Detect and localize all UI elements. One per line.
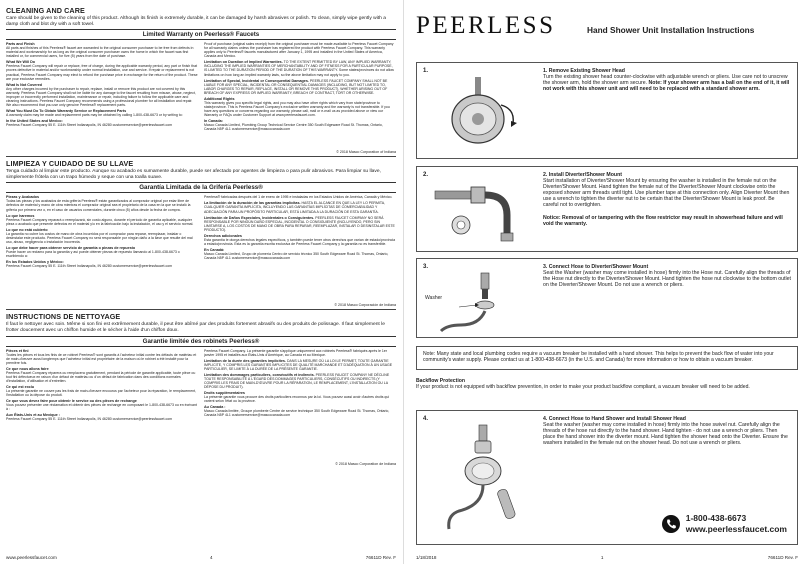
warranty-text: Todas las piezas y los acabados de esta grifería Peerless® están garantizados al comprador original por estar libre de defectos de material y mano de obra mientras el comprador original sea el propietario de la casa en la que se instaló la grifería por primera vez o, en el caso de usuarios comerciales, durante cinco (5) años desde la fecha de compra. bbox=[6, 199, 191, 212]
right-footer bbox=[416, 555, 798, 560]
warranty-text: Peerless Faucet Company will repair or replace, free of charge, during the applicable warranty period, any part or finish that proves defective in material and/or workmanship under normal installation, use and service. If repair or replacement is not practical, Peerless Faucet Company may elect to refund the purchase price in exchange for the return of the product. These are your exclusive remedies. bbox=[6, 64, 198, 81]
warranty-text: This warranty gives you specific legal rights, and you may also have other rights which vary from state/province to state/province. This is Peerless Faucet Company's exclusive written warranty and the warranty is not transferable. If you have any questions or concerns regarding our warranty, please call, mail or e-mail us as provided above or view our Warranty or FAQs under Customer Support at www.peerlessfaucet.com. bbox=[204, 100, 390, 117]
step-number: 2. bbox=[423, 172, 429, 178]
warranty-col-1 bbox=[6, 195, 198, 302]
warranty-text: Toutes les pièces et tous les finis de ce robinet Peerless® sont garantis à l'acheteur initial contre les défauts de matériau et de main-d'œuvre aussi longtemps que l'acheteur initial est propriétaire de la maison où le robinet a été installé pour la première fois. bbox=[6, 352, 197, 365]
backflow-body: If your product is not equipped with backflow prevention, in order to make your product backflow compliant, a vacuum breaker will need to be added. bbox=[416, 384, 750, 390]
washer-label: Washer bbox=[425, 295, 443, 301]
warranty-text: Peerless Faucet Company 55 E. 111th Street Indianapolis, IN 46280 customerservice@peerlessfaucet.com bbox=[6, 417, 173, 422]
step-number: 4. bbox=[423, 416, 429, 422]
warranty-text: La garantía no cubre los costos de mano de obra incurridos por el comprador para reparar, reemplazar, instalar o desinstalar este producto. Peerless Faucet Company no será responsable por ningún daño a la llave que resulte del mal uso, abuso, negligencia o instalación incorrecta. bbox=[6, 231, 193, 244]
warranty-heading: Limitation de la durée des garanties implicites. bbox=[204, 358, 286, 363]
warranty-text: Masco Canada Limited, Grupo de plomería Centro de servicio técnico 350 South Edgeware Road St. Thomas, Ontario, Canada N5P 4L1 customerservice@mascocanada.com bbox=[204, 251, 389, 260]
diverter-mount-illustration bbox=[431, 179, 531, 249]
hand-shower-illustration bbox=[431, 423, 535, 535]
step-heading: 4. Connect Hose to Hand Shower and Install Shower Head bbox=[543, 416, 686, 422]
step-note: Notice: Removal of or tampering with the flow restrictor may result in showerhead failure and will void the warranty. bbox=[543, 214, 783, 227]
step-heading: 3. Connect Hose to Diverter/Shower Mount bbox=[543, 264, 649, 270]
warranty-text: Masco Canada limitée, Groupe plomberie Centre de service technique 350 South Edgeware Road St. Thomas, Ontario, Canada N5P 4L1 customerservice@mascocanada.com bbox=[204, 409, 390, 418]
step-1-box bbox=[416, 62, 798, 159]
warranty-heading: Piezas y Acabados bbox=[6, 195, 40, 200]
warranty-heading: Limitation des dommages particuliers, consécutifs et indirects. bbox=[204, 372, 315, 377]
step-body: Seat the washer (washer may come installed in hose) firmly into the hose swivel nut. Carefully align the threads of the hose nut directly to the hand shower. Hand tighten - do not use a wrench or pliers. Then place the hand shower into the diverter mount. Hand tighten the shower head onto the Diverter. Ensure the washers installed in the female nut on the shower head. Do not use a wrench or pliers. bbox=[543, 422, 788, 447]
contact-block bbox=[662, 513, 787, 534]
copyright: © 2018 Masco Corporación de Indiana bbox=[334, 303, 396, 308]
footer-page-number: 1 bbox=[600, 555, 604, 560]
step-text bbox=[543, 416, 791, 446]
footer-code: 76611D Rev. F bbox=[365, 555, 396, 560]
step-body: Start installation of Diverter/Shower Mount by ensuring the washer is installed in the female nut on the Diverter/Shower Mount. Hand tighten the female nut of the Diverter/Shower Mount clockwise onto the exposed shower arm threads until tight. Use plumber tape at this connection only. Align Diverter Mount then use a wrench to tighten the diverter nut to be certain that the Diverter/Shower Mount is leak proof. Be careful not to overtighten. bbox=[543, 178, 790, 209]
footer-site-link[interactable]: www.peerlessfaucet.com bbox=[6, 555, 57, 560]
warranty-text: Any other charges incurred by the purchaser to repair, replace, install or remove this product are not covered by this warranty. Peerless Faucet Company shall not be liable for any damage to the faucet resulting from misuse, abuse, neglect, improper or incorrectly performed installation, maintenance or repair, including failure to follow the applicable care and cleaning instructions. Peerless Faucet Company recommends using a professional plumber for all installation and repair. We also recommend that you use only genuine Peerless® replacement parts. bbox=[6, 86, 196, 107]
step-note: Note: If your shower arm has a ball on the end of it, it will not work with this shower unit and will need to be replaced with a standard shower arm. bbox=[543, 80, 790, 93]
section-title: LIMPIEZA Y CUIDADO DE SU LLAVE bbox=[6, 159, 134, 169]
step-text bbox=[543, 264, 791, 288]
warranty-heading: Lo que no está cubierto bbox=[6, 227, 48, 232]
step-number: 1. bbox=[423, 68, 429, 74]
warranty-col-2 bbox=[204, 349, 396, 461]
left-page bbox=[0, 0, 402, 564]
step-heading: 1. Remove Existing Shower Head bbox=[543, 68, 625, 74]
warranty-col-2 bbox=[204, 42, 396, 149]
warranty-heading: Limitación de Daños Especiales, Incidentales o Consiguientes. bbox=[204, 215, 315, 220]
step-text bbox=[543, 172, 791, 227]
warranty-text: Puede hacer un reclamo para la garantía y así puede obtener piezas de repuesto llamando al 1-800-438-6673 o escribiendo a: bbox=[6, 249, 180, 258]
warranty-heading: Parts and Finish bbox=[6, 42, 35, 47]
warranty-text: Proof of purchase (original sales receipt) from the original purchaser must be made available to Peerless Faucet Company for all warranty claims unless the purchaser has registered the product with Peerless Faucet Company. This warranty applies only to Peerless® faucets manufactured after January 1, 1995 and installed in the United States of America, Canada and Mexico. bbox=[204, 42, 394, 59]
warranty-heading: La limitación de la duración de las garantías implícitas. bbox=[204, 201, 301, 206]
step-number: 3. bbox=[423, 264, 429, 270]
step-heading: 2. Install Diverter/Shower Mount bbox=[543, 172, 622, 178]
warranty-text: TO THE EXTENT PERMITTED BY LAW, ANY IMPLIED WARRANTY, INCLUDING THE IMPLIED WARRANTIES OF MERCHANTABILITY AND OF FITNESS FOR A PARTICULAR PURPOSE, IS LIMITED TO THE DURATION PERIOD OF THE DURATION OF THIS WARRANTY. Some states/provinces do not allow limitations on how long an implied warranty lasts, so the above limitation may not apply to you. bbox=[204, 60, 394, 77]
warranty-title: Limited Warranty on Peerless® Faucets bbox=[6, 29, 396, 40]
section-intro: Care should be given to the cleaning of this product. Although its finish is extremely durable, it can be damaged by harsh abrasives or polish. To clean, simply wipe gently with a damp cloth and blot dry with a soft towel. bbox=[6, 16, 386, 27]
warranty-heading: Lo que debe hacer para obtener servicio de garantía o piezas de repuesto bbox=[6, 245, 136, 250]
warranty-heading: Pièces et fini bbox=[6, 348, 29, 353]
footer-code: 76611D Rev. F bbox=[767, 555, 798, 560]
warranty-heading: Ce que vous devez faire pour obtenir le service ou des pièces de rechange bbox=[6, 399, 137, 404]
warranty-col-2 bbox=[204, 195, 396, 302]
warranty-text: Esta garantía le otorga derechos legales específicos, y también puede tener otros derechos que varían de estado/provincia a estado/provincia. Esta es la garantía escrita exclusiva de Peerless Faucet Company y la garantía no es transferible. bbox=[204, 237, 396, 246]
vacuum-breaker-note: Note: Many state and local plumbing codes require a vacuum breaker be installed with a hand shower. This helps to prevent the back flow of water into your community's water supply. Please contact us at 1-800-438-6673 (in the U.S. and Canada) for more information or how to obtain a vacuum breaker. bbox=[416, 346, 798, 370]
warranty-heading: What We Will Do bbox=[6, 60, 35, 65]
warranty-heading: Derechos adicionales bbox=[204, 233, 242, 238]
warranty-text: Peerless Faucet Company reparará o reemplazará, sin costo alguno, durante el período de garantía aplicable, cualquier pieza o acabado que presente defectos en el material y/o en la fabricación bajo la instalación, el uso y el servicio normal. bbox=[6, 217, 194, 226]
warranty-heading: Limitation of Special, Incidental or Consequential Damages. bbox=[204, 78, 309, 83]
step-text bbox=[543, 68, 791, 92]
warranty-heading: Au Canada : bbox=[204, 405, 226, 410]
step-2-box bbox=[416, 166, 798, 252]
peerless-logo: PEERLESS bbox=[416, 12, 556, 39]
warranty-heading: Ce que nous allons faire bbox=[6, 366, 49, 371]
section-title: INSTRUCTIONS DE NETTOYAGE bbox=[6, 312, 121, 322]
warranty-heading: Limitation on Duration of Implied Warranties. bbox=[204, 60, 283, 65]
phone-number[interactable]: 1-800-438-6673 bbox=[685, 513, 747, 523]
section-title: CLEANING AND CARE bbox=[6, 6, 85, 15]
warranty-text: DANS LA MESURE OÙ LA LOI LE PERMET, TOUTE GARANTIE IMPLICITE, Y COMPRIS LES GARANTIES IMPLICITES DE QUALITÉ MARCHANDE ET D'ADÉQUATION À UN USAGE PARTICULIER, SE LIMITE À LA DURÉE DE LA PRÉSENTE GARANTIE. bbox=[204, 358, 393, 371]
copyright: © 2018 Masco Corporation of Indiana bbox=[336, 150, 396, 155]
section-intro: Il faut le nettoyer avec soin. Même si son fini est extrêmement durable, il peut être abîmé par des produits fortement abrasifs ou des produits de polissage. Il faut simplement le frotter doucement avec un chiffon humide et le sécher à l'aide d'un chiffon doux. bbox=[6, 322, 385, 333]
page-title: Hand Shower Unit Installation Instructions bbox=[587, 25, 755, 35]
warranty-col-1 bbox=[6, 349, 198, 461]
warranty-text: Masco Canada Limited, Plumbing Group Technical Service Centre 350 South Edgeware Road St. Thomas, Ontario, Canada N5P 4L1 customerservice@mascocanada.com bbox=[204, 123, 383, 132]
section-french bbox=[6, 312, 396, 465]
warranty-text: Peerless Faucet Company 55 E. 111th Street Indianapolis, IN 46280 customerservice@peerlessfaucet.com bbox=[6, 123, 173, 128]
step-body: Seat the Washer (washer may come installed in hose) firmly into the Hose nut. Carefully align the threads of the Hose nut directly to the Diverter/Shower Mount. Hand tighten the hose nut clockwise to the bottom outlet on the Diverter/Shower Mount. Do not use a wrench or pliers. bbox=[543, 270, 791, 289]
copyright: © 2018 Masco Corporation de Indiana bbox=[335, 461, 396, 466]
warranty-text: Peerless Faucet Company. La présente garantie s'applique uniquement aux robinets Peerless® fabriqués après le 1er janvier 1995 et installés aux États-Unis d'Amérique, au Canada et au Mexique. bbox=[204, 348, 387, 357]
phone-icon bbox=[662, 515, 680, 533]
warranty-text: Vous pouvez présenter une réclamation et obtenir des pièces de rechange en composant le 1-800-438-6673 ou en écrivant à : bbox=[6, 403, 197, 412]
warranty-text: PEERLESS FAUCET COMPANY SHALL NOT BE LIABLE FOR ANY SPECIAL, INCIDENTAL OR CONSEQUENTIAL DAMAGES (INCLUDING, BUT NOT LIMITED TO, LABOR CHARGES TO REPAIR, REPLACE, INSTALL OR REMOVE THIS PRODUCT), WHETHER ARISING OUT OF BREACH OF ANY EXPRESS OR IMPLIED WARRANTY, BREACH OF CONTRACT, TORT OR OTHERWISE. bbox=[204, 78, 388, 95]
step-4-box bbox=[416, 410, 798, 545]
step-3-box bbox=[416, 258, 798, 338]
warranty-heading: Aux États-Unis et au Mexique : bbox=[6, 413, 60, 418]
warranty-text: La présente garantie vous procure des droits particuliers reconnus par la loi. Vous pouvez aussi avoir d'autres droits qui varient selon l'état ou la province. bbox=[204, 395, 390, 404]
warranty-text: Peerless Faucet Company 55 E. 111th Street Indianapolis, IN 46280 customerservice@peerlessfaucet.com bbox=[6, 264, 173, 269]
section-intro: Tenga cuidado al limpiar este producto. Aunque su acabado es sumamente durable, puede ser afectado por agentes de limpieza o para pulir abrasivos. Para limpiar su llave, simplemente frótela con un trapo húmedo y seque con una toalla suave. bbox=[6, 169, 381, 180]
warranty-heading: En Canadá: bbox=[204, 247, 225, 252]
warranty-title: Garantía Limitada de la Grifería Peerless® bbox=[6, 182, 396, 193]
shower-head-removal-illustration bbox=[431, 75, 531, 155]
section-english bbox=[6, 6, 396, 157]
warranty-heading: Droits supplémentaires bbox=[204, 390, 245, 395]
warranty-heading: In Canada: bbox=[204, 118, 223, 123]
warranty-text: HASTA EL ALCANCE EN QUE LA LEY LO PERMITA, CUALQUIER GARANTÍA IMPLÍCITA, INCLUYENDO LAS GARANTÍAS IMPLÍCITAS DE COMERCIABILIDAD Y ADECUACIÓN PARA UN PROPÓSITO PARTICULAR, ESTÁ LIMITADA A LA DURACIÓN DE ESTA GARANTÍA. bbox=[204, 201, 386, 214]
backflow-section bbox=[416, 378, 798, 390]
warranty-heading: What You Must Do To Obtain Warranty Service or Replacement Parts bbox=[6, 108, 127, 113]
hose-connection-illustration bbox=[431, 271, 535, 337]
section-spanish bbox=[6, 159, 396, 310]
warranty-title: Garantie limitée des robinets Peerless® bbox=[6, 336, 396, 347]
warranty-heading: En los Estados Unidos y México: bbox=[6, 260, 64, 265]
warranty-col-1 bbox=[6, 42, 198, 149]
website-link[interactable]: www.peerlessfaucet.com bbox=[685, 523, 787, 534]
warranty-text: All parts and finishes of this Peerless® faucet are warranted to the original consumer purchaser to be free from defects in material and workmanship for as long as the original consumer purchaser owns the home in which the faucet was first installed or, for commercial users, for five (5) years from the date of purchase. bbox=[6, 46, 194, 59]
footer-page-number: 4 bbox=[210, 555, 213, 560]
backflow-title: Backflow Protection bbox=[416, 378, 465, 384]
warranty-heading: Lo que haremos bbox=[6, 213, 35, 218]
warranty-text: La présente garantie ne couvre pas les frais de main-d'œuvre encourus par l'acheteur pour la réparation, le remplacement, l'installation ou la dépose du produit. bbox=[6, 388, 197, 398]
warranty-text: PEERLESS FAUCET COMPANY NE DÉCLINE TOUTE RESPONSABILITÉ À L'ÉGARD DES DOMMAGES PARTICULIERS, CONSÉCUTIFS OU INDIRECTS (Y COMPRIS LES FRAIS DE MAIN-D'ŒUVRE POUR LA RÉPARATION, LE REMPLACEMENT, L'INSTALLATION OU LA DÉPOSE DU PRODUIT). bbox=[204, 372, 390, 389]
step-body: Turn the existing shower head counter-clockwise with adjustable wrench or pliers. Use care not to unscrew the shower arm, hold the shower arm secure. bbox=[543, 74, 788, 87]
warranty-heading: What Is Not Covered bbox=[6, 82, 43, 87]
warranty-text: A warranty claim may be made and replacement parts may be obtained by calling 1-800-438-6673 or by writing to: bbox=[6, 112, 183, 117]
footer-date: 1/18/2018 bbox=[416, 555, 437, 560]
warranty-heading: In the United States and Mexico: bbox=[6, 118, 63, 123]
warranty-text: Peerless Faucet Company réparera ou remplacera gratuitement, pendant la période de garantie applicable, toute pièce ou tout fini défectueux en raison d'un défaut de matériau ou d'un défaut de fabrication dans des conditions normales d'installation, d'utilisation et d'entretien. bbox=[6, 370, 196, 383]
warranty-heading: Additional Rights bbox=[204, 96, 235, 101]
right-page bbox=[404, 0, 808, 564]
left-footer bbox=[6, 555, 396, 560]
warranty-text: PEERLESS FAUCET COMPANY NO SERÁ RESPONSABLE POR NINGÚN DAÑO ESPECIAL, INCIDENTAL O CONSIGUIENTE (INCLUYENDO, PERO SIN LIMITARSE A, LOS COSTOS DE MANO DE OBRA PARA REPARAR, REEMPLAZAR, INSTALAR O DESINSTALAR ESTE PRODUCTO). bbox=[204, 215, 395, 232]
warranty-heading: Ce qui est exclu bbox=[6, 384, 35, 389]
warranty-text: Peerless® fabricadas después del 1 de enero de 1995 e instaladas en los Estados Unidos de América, Canadá y México. bbox=[204, 195, 393, 200]
